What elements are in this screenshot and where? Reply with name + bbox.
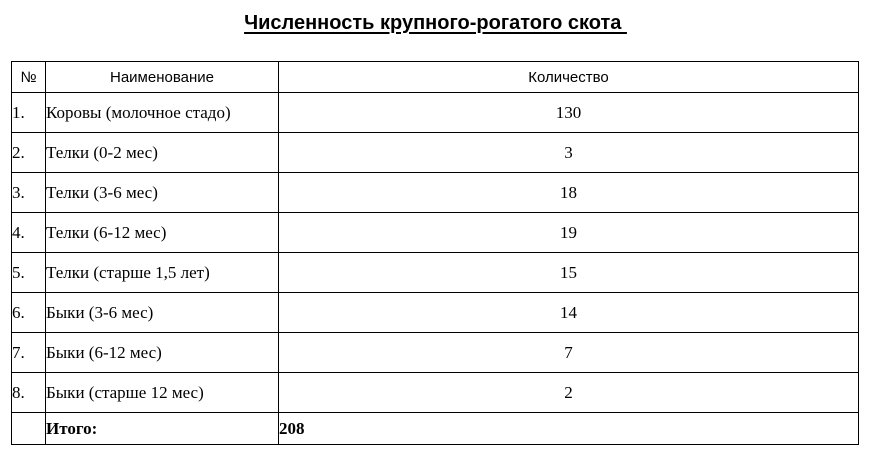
row-number: 8. bbox=[12, 373, 46, 413]
page-title-text: Численность крупного-рогатого скота bbox=[244, 12, 627, 34]
row-quantity: 18 bbox=[279, 173, 859, 213]
row-name: Телки (6-12 мес) bbox=[46, 213, 279, 253]
table-row bbox=[12, 333, 859, 373]
row-name: Телки (0-2 мес) bbox=[46, 133, 279, 173]
livestock-table bbox=[11, 61, 859, 445]
table-header-row bbox=[12, 62, 859, 93]
page-title bbox=[0, 10, 871, 36]
row-quantity: 3 bbox=[279, 133, 859, 173]
row-quantity: 19 bbox=[279, 213, 859, 253]
row-name: Быки (старше 12 мес) bbox=[46, 373, 279, 413]
row-quantity: 2 bbox=[279, 373, 859, 413]
row-number: 2. bbox=[12, 133, 46, 173]
row-name: Быки (3-6 мес) bbox=[46, 293, 279, 333]
total-label: Итого: bbox=[46, 413, 279, 445]
table-row bbox=[12, 133, 859, 173]
row-quantity: 14 bbox=[279, 293, 859, 333]
table-row bbox=[12, 173, 859, 213]
row-number: 4. bbox=[12, 213, 46, 253]
row-number: 1. bbox=[12, 93, 46, 133]
row-quantity: 7 bbox=[279, 333, 859, 373]
table-row bbox=[12, 213, 859, 253]
total-row bbox=[12, 413, 859, 445]
total-number-cell bbox=[12, 413, 46, 445]
table-row bbox=[12, 253, 859, 293]
table-row bbox=[12, 293, 859, 333]
column-header-name: Наименование bbox=[46, 62, 279, 93]
row-number: 7. bbox=[12, 333, 46, 373]
column-header-number: № bbox=[12, 62, 46, 93]
row-name: Телки (3-6 мес) bbox=[46, 173, 279, 213]
table-row bbox=[12, 373, 859, 413]
total-value: 208 bbox=[279, 413, 859, 445]
column-header-quantity: Количество bbox=[279, 62, 859, 93]
row-number: 5. bbox=[12, 253, 46, 293]
row-name: Телки (старше 1,5 лет) bbox=[46, 253, 279, 293]
row-number: 3. bbox=[12, 173, 46, 213]
row-name: Коровы (молочное стадо) bbox=[46, 93, 279, 133]
row-quantity: 130 bbox=[279, 93, 859, 133]
row-quantity: 15 bbox=[279, 253, 859, 293]
table-row bbox=[12, 93, 859, 133]
row-name: Быки (6-12 мес) bbox=[46, 333, 279, 373]
row-number: 6. bbox=[12, 293, 46, 333]
